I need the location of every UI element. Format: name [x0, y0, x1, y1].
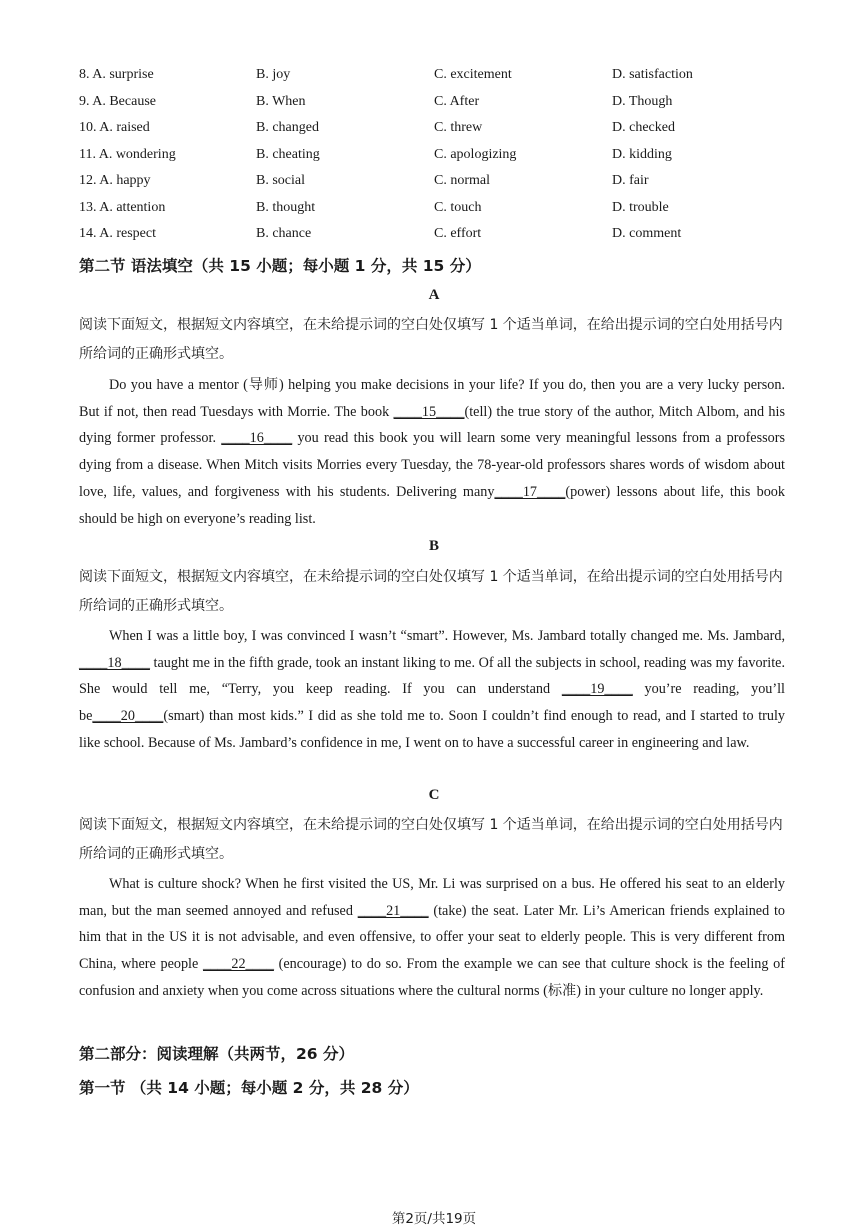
option-row	[79, 223, 799, 250]
option-c: C. normal	[434, 173, 490, 188]
option-d: D. satisfaction	[612, 67, 693, 82]
option-d: D. kidding	[612, 146, 672, 162]
option-b: B. When	[256, 93, 306, 109]
option-b: B. changed	[256, 120, 319, 135]
section1-heading: 第一节 （共 14 小题；每小题 2 分，共 28 分）	[79, 1079, 419, 1097]
blank-18[interactable]: ____18____	[79, 654, 150, 671]
option-a: 9. A. Because	[79, 93, 156, 109]
option-d: D. Though	[612, 93, 673, 109]
option-row	[79, 170, 799, 197]
option-c: C. threw	[434, 120, 483, 135]
option-row	[79, 117, 799, 144]
option-d: D. comment	[612, 226, 682, 241]
blank-17[interactable]: ____17____	[494, 483, 566, 500]
option-a: 14. A. respect	[79, 226, 156, 241]
option-row	[79, 91, 799, 118]
passage-b-text: When I was a little boy, I was convinced I wasn’t “smart”. However, Ms. Jambard totally changed me. Ms. Jambard, ____18____ taught me in the fifth grade, took an instant liking to me. Of all the subjects in school, reading was my favorite. She would tell me, “Terry, you keep reading. If you can understand ____19____ you’re reading, you’ll be____20____(smart) than most kids.” I did as she told me to. Soon I couldn’t find enough to read, and I started to truly like school. Because of Ms. Jambard’s confidence in me, I went on to have a successful career in engineering and law.	[79, 628, 785, 751]
blank-19[interactable]: ____19____	[561, 681, 633, 698]
option-b: B. thought	[256, 199, 316, 215]
option-a: 12. A. happy	[79, 173, 151, 188]
option-c: C. excitement	[434, 67, 512, 82]
option-a: 8. A. surprise	[79, 67, 154, 82]
option-row	[79, 144, 799, 171]
part2-heading: 第二部分：阅读理解（共两节，26 分）	[79, 1045, 354, 1063]
passage-c-instruction: 阅读下面短文，根据短文内容填空，在未给提示词的空白处仅填写 1 个适当单词，在给出提示词的空白处用括号内所给词的正确形式填空。	[79, 817, 783, 862]
option-b: B. social	[256, 173, 305, 188]
blank-21[interactable]: ____21____	[357, 902, 429, 919]
option-c: C. apologizing	[434, 146, 517, 162]
passage-a-letter: A	[428, 287, 440, 303]
blank-16[interactable]: ____16____	[221, 430, 293, 447]
option-d: D. fair	[612, 173, 649, 188]
option-c: C. After	[434, 93, 480, 109]
option-row	[79, 64, 799, 91]
page-number: 第2页/共19页	[391, 1211, 477, 1227]
blank-20[interactable]: ____20____	[92, 708, 164, 725]
option-b: B. cheating	[256, 146, 320, 162]
option-b: B. chance	[256, 226, 312, 241]
blank-15[interactable]: ____15____	[393, 403, 465, 420]
option-d: D. checked	[612, 120, 675, 135]
passage-a-text: Do you have a mentor (导师) helping you make decisions in your life? If you do, then you are a very lucky person. But if not, then read Tuesdays with Morrie. The book ____15____(tell) the true story of the author, Mitch Albom, and his dying former professor. ____16____ you read this book you will learn some very meaningful lessons from a professors dying from a disease. When Mitch visits Morries every Tuesday, the 78-year-old professors shares words of wisdom about love, life, values, and forgiveness with his students. Delivering many____17____(power) lessons about life, this book should be high on everyone’s reading list.	[79, 377, 785, 527]
passage-b-letter: B	[428, 538, 439, 554]
option-b: B. joy	[256, 67, 291, 82]
options-table	[79, 64, 799, 250]
section2-heading: 第二节 语法填空（共 15 小题；每小题 1 分，共 15 分）	[79, 257, 481, 275]
passage-c-text: What is culture shock? When he first visited the US, Mr. Li was surprised on a bus. He offered his seat to an elderly man, but the man seemed annoyed and refused ____21____ (take) the seat. Later Mr. Li’s American friends explained to him that in the US it is not advisable, and even offensive, to offer your seat to elderly people. This is very different from China, where people ____22____ (encourage) to do so. From the example we can see that culture shock is the feeling of confusion and anxiety when you come across situations where the cultural norms (标准) in your culture no longer apply.	[79, 876, 785, 999]
passage-b-instruction: 阅读下面短文，根据短文内容填空，在未给提示词的空白处仅填写 1 个适当单词，在给出提示词的空白处用括号内所给词的正确形式填空。	[79, 569, 783, 614]
option-c: C. effort	[434, 226, 482, 241]
blank-22[interactable]: ____22____	[202, 956, 274, 973]
option-a: 10. A. raised	[79, 120, 150, 135]
option-row	[79, 197, 799, 224]
option-d: D. trouble	[612, 199, 669, 215]
passage-c-letter: C	[428, 787, 440, 803]
passage-a-instruction: 阅读下面短文，根据短文内容填空，在未给提示词的空白处仅填写 1 个适当单词，在给出提示词的空白处用括号内所给词的正确形式填空。	[79, 317, 783, 362]
option-c: C. touch	[434, 199, 482, 215]
option-a: 13. A. attention	[79, 199, 166, 215]
option-a: 11. A. wondering	[79, 146, 176, 162]
